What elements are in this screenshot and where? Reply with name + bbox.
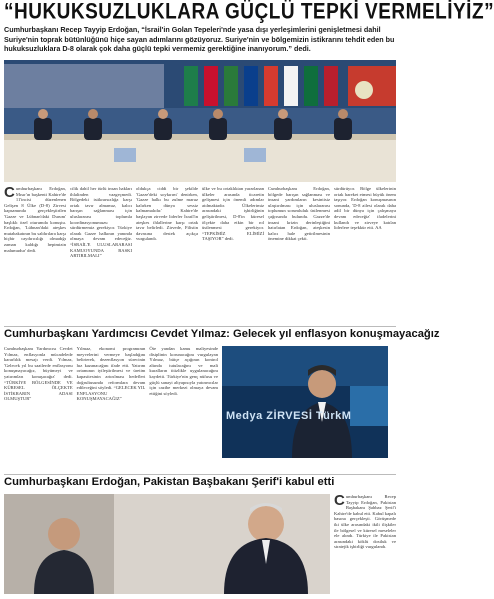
summit-photo bbox=[4, 60, 396, 182]
section-divider-2 bbox=[4, 474, 396, 475]
article1-body bbox=[4, 186, 396, 324]
article-lead: Cumhurbaşkanı Recep Tayyip Erdoğan, “İsrail'in Golan Tepeleri'nde yasa dışı yerleşimlerini genişletmesi dahil Suriye'nin toprak bütünlüğünü hiçe sayan adımlarını gözüyoruz. Suriye'nin ve bölgemizin istikrarını tehdit eden bu hukuksuzluklara D-8 olarak çok daha güçlü tepki vermemiz gerektiğine inanıyorum.” dedi. bbox=[4, 25, 395, 54]
article2-column-3: Öte yandan kamu maliyesinde disiplinin korunacağını vurgulayan Yılmaz, bütçe açığının kontrol altında tutulacağını ve mali kuralların titizlikle uygulanacağını kaydetti. Türkiye'nin genç nüfusu ve güçlü sanayi altyapısıyla yatırımcılar için cazibe merkezi olmaya devam ettiğini söyledi. bbox=[149, 346, 219, 396]
article1-column-1: Cumhurbaşkanı Erdoğan, Mısır'ın başkenti Kahire'de 11'incisi düzenlenen Gelişen 8 Ülke (D-8) Zirvesi kapsamında gerçekleştirilen 'Gazze ve Lübnan'daki Durum' başlıklı özel oturumda konuştu. Erdoğan, 'Lübnan'daki ateşkes mutabakatının bu saldırılara karşı hiçbir caydırıcılığı olmadığı zaman kaldığı hepimizin malumudur' dedi. bbox=[4, 184, 66, 253]
article3-body: Cumhurbaşkanı Recep Tayyip Erdoğan, Pakistan Başbakanı Şahbaz Şerif'i Kahire'de kabul etti. Kabul kapalı basına gerçekleşti. Görüşmede iki ülke arasındaki ikili ilişkiler ile bölgesel ve küresel meseleler ele alındı. Türkiye ile Pakistan arasındaki köklü dostluk ve stratejik işbirliği vurgulandı. bbox=[334, 492, 396, 550]
headline-main: “HUKUKSUZLUKLARA GÜÇLÜ TEPKİ VERMELİYİZ” bbox=[4, 0, 494, 25]
article1-column-5: Cumhurbaşkanı Erdoğan, bölgede barışın sağlanması ve insani yardımların kesintisiz ulaştırılması için uluslararası toplumun sorumluluk üstlenmesi çağrısında bulundu. Gazze'de insani krizin derinleştiğini hatırlatan Erdoğan, ateşkesin kalıcı hale getirilmesinin önemine dikkat çekti. bbox=[268, 186, 330, 242]
photo-banner: Medya ZİRVESİ TürkM bbox=[226, 410, 352, 422]
yilmaz-photo bbox=[222, 346, 388, 458]
article1-column-6: sürdürüyor. Bölge ülkelerinin ortak hareket etmesi büyük önem taşıyor. Erdoğan konuşmasının sonunda, 'D-8 ailesi olarak daha adil bir dünya için çalışmaya devam edeceğiz' ifadelerini kullandı ve zirveye katılan liderlere teşekkür etti. AA bbox=[334, 186, 396, 231]
article1-column-2: cilik dahil her türlü insan hakları ihlalinden vazgeçmedi. Bölgedeki istikrarsızlığa karşı ortak tavır almamız, kalıcı barışın sağlanması için uluslararası toplumla koordinasyonumuzu sürdürmemiz gerekiyor. Türkiye olarak Gazze halkının yanında olmaya devam edeceğiz. “İSRAİL'E ULUSLARARASI KAMUOYUNDA BASKI ARTIRILMALI” bbox=[70, 186, 132, 259]
dropcap: C bbox=[4, 184, 15, 201]
article1-column-3: oldukça ciddi bir şekilde 'Gazze'deki soykırım' denirken, 'Gazze halkı bu zulme maruz kalırken dünya sessiz kalmamalıdır.' Kahire'de başlayan zirvede liderler İsrail'in ateşkes ihlallerine karşı ortak tavır belirledi. Zirvede, Filistin davasına destek açıkça vurgulandı. bbox=[136, 186, 198, 242]
article2-body bbox=[4, 346, 218, 472]
article2-column-2: Yılmaz, ekonomi programının meyvelerini vermeye başladığını belirterek, dezenflasyon sürecinin hız kazanacağını ifade etti. Yatırım ortamının iyileştirilmesi ve üretim kapasitesinin artırılması hedefleri doğrultusunda reformlara devam edileceğini söyledi. “GELECEK YIL ENFLASYONU KONUŞMAYACAĞIZ” bbox=[76, 346, 146, 402]
dropcap-2: C bbox=[334, 492, 345, 509]
headline-yilmaz: Cumhurbaşkanı Yardımcısı Cevdet Yılmaz: Gelecek yıl enflasyon konuşmayacağız bbox=[4, 328, 440, 340]
section-divider bbox=[4, 326, 396, 327]
headline-pakistan: Cumhurbaşkanı Erdoğan, Pakistan Başbakanı Şerif'i kabul etti bbox=[4, 476, 335, 488]
erdogan-sharif-photo bbox=[4, 494, 330, 594]
article2-column-1: Cumhurbaşkanı Yardımcısı Cevdet Yılmaz, enflasyonla mücadelede kararlılık mesajı verdi. Yılmaz, 'Gelecek yıl bu saatlerde enflasyonu konuşmayacağız, büyümeyi ve yatırımları konuşacağız' dedi. “TÜRKİYE BÖLGESİNDE VE KÜRESEL ÖLÇEKTE İSTİKRARIN ADASI OLMUŞTUR” bbox=[4, 346, 73, 402]
article1-column-4: ülke ve bu ortaklıktan yararlanan ülkeler arasında ticaretin gelişmesi için önemli adımlar atılmaktadır. Ülkelerimiz arasındaki işbirliğinin geliştirilmesi, D-8'in küresel ölçekte daha etkin bir rol üstlenmesi gerekiyor. “TEPKİMİZ ELİMİZİ TAŞIYOR” dedi. bbox=[202, 186, 264, 242]
